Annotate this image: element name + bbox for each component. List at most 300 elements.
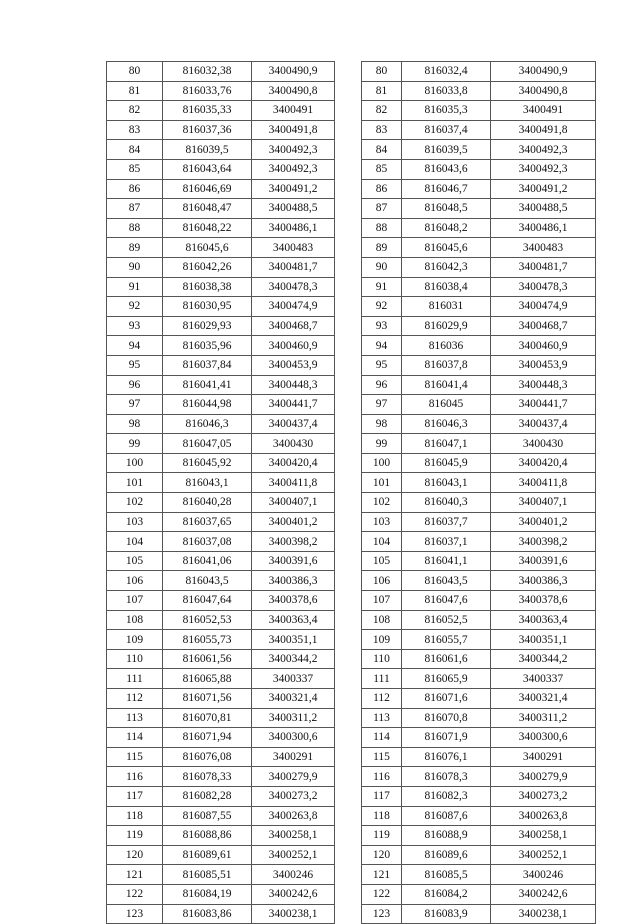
point-number-cell-right: 100 (362, 453, 402, 473)
x-coordinate-cell: 816071,56 (163, 689, 252, 709)
x-coordinate-cell: 816045,92 (163, 453, 252, 473)
table-row (107, 826, 596, 846)
table-row (107, 610, 596, 630)
x-coordinate-rounded-cell: 816033,8 (402, 81, 491, 101)
column-gap (335, 747, 362, 767)
x-coordinate-cell: 816087,55 (163, 806, 252, 826)
y-coordinate-rounded-cell: 3400407,1 (491, 493, 596, 513)
table-row (107, 375, 596, 395)
point-number-cell: 117 (107, 786, 163, 806)
x-coordinate-cell: 816084,19 (163, 884, 252, 904)
y-coordinate-cell: 3400344,2 (252, 649, 335, 669)
point-number-cell: 118 (107, 806, 163, 826)
y-coordinate-rounded-cell: 3400252,1 (491, 845, 596, 865)
x-coordinate-rounded-cell: 816071,6 (402, 689, 491, 709)
y-coordinate-cell: 3400300,6 (252, 728, 335, 748)
coordinates-table (106, 61, 596, 924)
y-coordinate-cell: 3400453,9 (252, 355, 335, 375)
x-coordinate-cell: 816033,76 (163, 81, 252, 101)
point-number-cell-right: 96 (362, 375, 402, 395)
y-coordinate-rounded-cell: 3400486,1 (491, 218, 596, 238)
x-coordinate-cell: 816043,64 (163, 159, 252, 179)
point-number-cell-right: 87 (362, 199, 402, 219)
y-coordinate-cell: 3400351,1 (252, 630, 335, 650)
point-number-cell: 80 (107, 62, 163, 82)
table-row (107, 179, 596, 199)
table-row (107, 512, 596, 532)
y-coordinate-rounded-cell: 3400321,4 (491, 689, 596, 709)
x-coordinate-rounded-cell: 816046,3 (402, 414, 491, 434)
x-coordinate-rounded-cell: 816088,9 (402, 826, 491, 846)
y-coordinate-rounded-cell: 3400351,1 (491, 630, 596, 650)
y-coordinate-rounded-cell: 3400492,3 (491, 159, 596, 179)
x-coordinate-rounded-cell: 816036 (402, 336, 491, 356)
point-number-cell: 115 (107, 747, 163, 767)
point-number-cell-right: 94 (362, 336, 402, 356)
y-coordinate-cell: 3400491 (252, 101, 335, 121)
x-coordinate-rounded-cell: 816035,3 (402, 101, 491, 121)
x-coordinate-cell: 816043,1 (163, 473, 252, 493)
point-number-cell: 123 (107, 904, 163, 924)
point-number-cell: 88 (107, 218, 163, 238)
x-coordinate-rounded-cell: 816037,4 (402, 120, 491, 140)
point-number-cell-right: 97 (362, 395, 402, 415)
table-row (107, 434, 596, 454)
point-number-cell: 90 (107, 257, 163, 277)
x-coordinate-cell: 816046,3 (163, 414, 252, 434)
x-coordinate-rounded-cell: 816089,6 (402, 845, 491, 865)
x-coordinate-cell: 816048,47 (163, 199, 252, 219)
x-coordinate-cell: 816078,33 (163, 767, 252, 787)
table-row (107, 884, 596, 904)
point-number-cell-right: 116 (362, 767, 402, 787)
point-number-cell: 116 (107, 767, 163, 787)
column-gap (335, 336, 362, 356)
column-gap (335, 179, 362, 199)
y-coordinate-rounded-cell: 3400490,8 (491, 81, 596, 101)
point-number-cell: 82 (107, 101, 163, 121)
x-coordinate-rounded-cell: 816061,6 (402, 649, 491, 669)
table-row (107, 689, 596, 709)
point-number-cell: 95 (107, 355, 163, 375)
y-coordinate-rounded-cell: 3400300,6 (491, 728, 596, 748)
y-coordinate-cell: 3400483 (252, 238, 335, 258)
x-coordinate-rounded-cell: 816055,7 (402, 630, 491, 650)
x-coordinate-cell: 816065,88 (163, 669, 252, 689)
point-number-cell: 103 (107, 512, 163, 532)
table-row (107, 336, 596, 356)
x-coordinate-rounded-cell: 816037,7 (402, 512, 491, 532)
table-row (107, 806, 596, 826)
column-gap (335, 238, 362, 258)
x-coordinate-rounded-cell: 816046,7 (402, 179, 491, 199)
x-coordinate-rounded-cell: 816087,6 (402, 806, 491, 826)
y-coordinate-cell: 3400430 (252, 434, 335, 454)
x-coordinate-rounded-cell: 816045,6 (402, 238, 491, 258)
y-coordinate-cell: 3400492,3 (252, 140, 335, 160)
point-number-cell: 101 (107, 473, 163, 493)
point-number-cell: 92 (107, 297, 163, 317)
column-gap (335, 140, 362, 160)
y-coordinate-cell: 3400401,2 (252, 512, 335, 532)
y-coordinate-rounded-cell: 3400279,9 (491, 767, 596, 787)
table-row (107, 591, 596, 611)
table-row (107, 62, 596, 82)
table-row (107, 297, 596, 317)
x-coordinate-rounded-cell: 816029,9 (402, 316, 491, 336)
x-coordinate-rounded-cell: 816078,3 (402, 767, 491, 787)
x-coordinate-cell: 816071,94 (163, 728, 252, 748)
point-number-cell-right: 88 (362, 218, 402, 238)
table-row (107, 708, 596, 728)
table-row (107, 473, 596, 493)
point-number-cell: 121 (107, 865, 163, 885)
table-row (107, 395, 596, 415)
table-row (107, 414, 596, 434)
point-number-cell: 120 (107, 845, 163, 865)
x-coordinate-rounded-cell: 816065,9 (402, 669, 491, 689)
y-coordinate-rounded-cell: 3400430 (491, 434, 596, 454)
point-number-cell: 89 (107, 238, 163, 258)
y-coordinate-rounded-cell: 3400483 (491, 238, 596, 258)
table-row (107, 532, 596, 552)
point-number-cell-right: 110 (362, 649, 402, 669)
column-gap (335, 101, 362, 121)
x-coordinate-cell: 816076,08 (163, 747, 252, 767)
column-gap (335, 826, 362, 846)
column-gap (335, 218, 362, 238)
column-gap (335, 512, 362, 532)
y-coordinate-rounded-cell: 3400363,4 (491, 610, 596, 630)
x-coordinate-cell: 816043,5 (163, 571, 252, 591)
x-coordinate-cell: 816035,96 (163, 336, 252, 356)
y-coordinate-cell: 3400311,2 (252, 708, 335, 728)
y-coordinate-rounded-cell: 3400420,4 (491, 453, 596, 473)
column-gap (335, 453, 362, 473)
y-coordinate-rounded-cell: 3400468,7 (491, 316, 596, 336)
point-number-cell-right: 117 (362, 786, 402, 806)
column-gap (335, 532, 362, 552)
y-coordinate-cell: 3400391,6 (252, 551, 335, 571)
x-coordinate-rounded-cell: 816043,5 (402, 571, 491, 591)
point-number-cell: 112 (107, 689, 163, 709)
column-gap (335, 355, 362, 375)
y-coordinate-rounded-cell: 3400378,6 (491, 591, 596, 611)
column-gap (335, 708, 362, 728)
y-coordinate-cell: 3400407,1 (252, 493, 335, 513)
y-coordinate-cell: 3400460,9 (252, 336, 335, 356)
x-coordinate-rounded-cell: 816031 (402, 297, 491, 317)
column-gap (335, 571, 362, 591)
point-number-cell: 97 (107, 395, 163, 415)
y-coordinate-cell: 3400481,7 (252, 257, 335, 277)
x-coordinate-rounded-cell: 816042,3 (402, 257, 491, 277)
point-number-cell-right: 115 (362, 747, 402, 767)
point-number-cell-right: 108 (362, 610, 402, 630)
column-gap (335, 257, 362, 277)
y-coordinate-cell: 3400321,4 (252, 689, 335, 709)
y-coordinate-cell: 3400291 (252, 747, 335, 767)
y-coordinate-rounded-cell: 3400337 (491, 669, 596, 689)
point-number-cell: 87 (107, 199, 163, 219)
point-number-cell-right: 104 (362, 532, 402, 552)
point-number-cell: 122 (107, 884, 163, 904)
y-coordinate-rounded-cell: 3400491,2 (491, 179, 596, 199)
y-coordinate-cell: 3400491,8 (252, 120, 335, 140)
column-gap (335, 806, 362, 826)
point-number-cell: 96 (107, 375, 163, 395)
y-coordinate-cell: 3400492,3 (252, 159, 335, 179)
y-coordinate-rounded-cell: 3400453,9 (491, 355, 596, 375)
x-coordinate-cell: 816048,22 (163, 218, 252, 238)
point-number-cell-right: 95 (362, 355, 402, 375)
point-number-cell: 104 (107, 532, 163, 552)
column-gap (335, 493, 362, 513)
x-coordinate-rounded-cell: 816085,5 (402, 865, 491, 885)
point-number-cell-right: 83 (362, 120, 402, 140)
table-row (107, 316, 596, 336)
y-coordinate-rounded-cell: 3400311,2 (491, 708, 596, 728)
y-coordinate-rounded-cell: 3400242,6 (491, 884, 596, 904)
x-coordinate-rounded-cell: 816043,1 (402, 473, 491, 493)
table-row (107, 493, 596, 513)
point-number-cell-right: 103 (362, 512, 402, 532)
column-gap (335, 414, 362, 434)
point-number-cell-right: 89 (362, 238, 402, 258)
point-number-cell-right: 109 (362, 630, 402, 650)
column-gap (335, 767, 362, 787)
point-number-cell-right: 102 (362, 493, 402, 513)
y-coordinate-rounded-cell: 3400246 (491, 865, 596, 885)
x-coordinate-rounded-cell: 816032,4 (402, 62, 491, 82)
coordinates-table-body (107, 62, 596, 924)
x-coordinate-cell: 816088,86 (163, 826, 252, 846)
point-number-cell-right: 113 (362, 708, 402, 728)
point-number-cell: 110 (107, 649, 163, 669)
y-coordinate-cell: 3400378,6 (252, 591, 335, 611)
table-row (107, 551, 596, 571)
point-number-cell: 105 (107, 551, 163, 571)
y-coordinate-rounded-cell: 3400391,6 (491, 551, 596, 571)
point-number-cell: 100 (107, 453, 163, 473)
x-coordinate-cell: 816089,61 (163, 845, 252, 865)
x-coordinate-rounded-cell: 816040,3 (402, 493, 491, 513)
x-coordinate-rounded-cell: 816045 (402, 395, 491, 415)
table-row (107, 571, 596, 591)
x-coordinate-rounded-cell: 816052,5 (402, 610, 491, 630)
y-coordinate-cell: 3400491,2 (252, 179, 335, 199)
point-number-cell: 93 (107, 316, 163, 336)
y-coordinate-cell: 3400448,3 (252, 375, 335, 395)
point-number-cell-right: 98 (362, 414, 402, 434)
x-coordinate-rounded-cell: 816047,1 (402, 434, 491, 454)
table-row (107, 845, 596, 865)
column-gap (335, 904, 362, 924)
x-coordinate-rounded-cell: 816045,9 (402, 453, 491, 473)
y-coordinate-rounded-cell: 3400291 (491, 747, 596, 767)
point-number-cell: 113 (107, 708, 163, 728)
y-coordinate-cell: 3400386,3 (252, 571, 335, 591)
x-coordinate-cell: 816029,93 (163, 316, 252, 336)
point-number-cell: 106 (107, 571, 163, 591)
table-row (107, 904, 596, 924)
x-coordinate-cell: 816041,06 (163, 551, 252, 571)
table-row (107, 355, 596, 375)
table-row (107, 767, 596, 787)
y-coordinate-rounded-cell: 3400258,1 (491, 826, 596, 846)
x-coordinate-cell: 816037,84 (163, 355, 252, 375)
y-coordinate-rounded-cell: 3400263,8 (491, 806, 596, 826)
y-coordinate-cell: 3400252,1 (252, 845, 335, 865)
column-gap (335, 845, 362, 865)
table-row (107, 865, 596, 885)
y-coordinate-rounded-cell: 3400491 (491, 101, 596, 121)
point-number-cell: 83 (107, 120, 163, 140)
table-row (107, 81, 596, 101)
point-number-cell-right: 81 (362, 81, 402, 101)
table-row (107, 453, 596, 473)
point-number-cell: 84 (107, 140, 163, 160)
table-row (107, 669, 596, 689)
x-coordinate-rounded-cell: 816076,1 (402, 747, 491, 767)
y-coordinate-rounded-cell: 3400481,7 (491, 257, 596, 277)
table-row (107, 786, 596, 806)
y-coordinate-rounded-cell: 3400411,8 (491, 473, 596, 493)
column-gap (335, 159, 362, 179)
column-gap (335, 610, 362, 630)
y-coordinate-cell: 3400411,8 (252, 473, 335, 493)
table-row (107, 630, 596, 650)
x-coordinate-cell: 816044,98 (163, 395, 252, 415)
column-gap (335, 62, 362, 82)
x-coordinate-rounded-cell: 816048,5 (402, 199, 491, 219)
y-coordinate-cell: 3400490,8 (252, 81, 335, 101)
column-gap (335, 395, 362, 415)
x-coordinate-cell: 816046,69 (163, 179, 252, 199)
y-coordinate-rounded-cell: 3400491,8 (491, 120, 596, 140)
point-number-cell-right: 93 (362, 316, 402, 336)
y-coordinate-cell: 3400273,2 (252, 786, 335, 806)
x-coordinate-rounded-cell: 816047,6 (402, 591, 491, 611)
x-coordinate-cell: 816061,56 (163, 649, 252, 669)
point-number-cell-right: 80 (362, 62, 402, 82)
column-gap (335, 865, 362, 885)
x-coordinate-cell: 816038,38 (163, 277, 252, 297)
y-coordinate-rounded-cell: 3400386,3 (491, 571, 596, 591)
x-coordinate-rounded-cell: 816041,4 (402, 375, 491, 395)
point-number-cell-right: 84 (362, 140, 402, 160)
table-row (107, 277, 596, 297)
column-gap (335, 728, 362, 748)
x-coordinate-cell: 816045,6 (163, 238, 252, 258)
x-coordinate-rounded-cell: 816070,8 (402, 708, 491, 728)
point-number-cell: 111 (107, 669, 163, 689)
y-coordinate-cell: 3400398,2 (252, 532, 335, 552)
y-coordinate-cell: 3400246 (252, 865, 335, 885)
point-number-cell: 94 (107, 336, 163, 356)
point-number-cell-right: 121 (362, 865, 402, 885)
y-coordinate-rounded-cell: 3400492,3 (491, 140, 596, 160)
y-coordinate-cell: 3400441,7 (252, 395, 335, 415)
x-coordinate-cell: 816042,26 (163, 257, 252, 277)
y-coordinate-cell: 3400420,4 (252, 453, 335, 473)
y-coordinate-cell: 3400437,4 (252, 414, 335, 434)
x-coordinate-rounded-cell: 816071,9 (402, 728, 491, 748)
y-coordinate-rounded-cell: 3400437,4 (491, 414, 596, 434)
column-gap (335, 375, 362, 395)
column-gap (335, 81, 362, 101)
column-gap (335, 277, 362, 297)
y-coordinate-rounded-cell: 3400273,2 (491, 786, 596, 806)
table-row (107, 747, 596, 767)
x-coordinate-cell: 816085,51 (163, 865, 252, 885)
x-coordinate-cell: 816052,53 (163, 610, 252, 630)
point-number-cell: 98 (107, 414, 163, 434)
point-number-cell-right: 111 (362, 669, 402, 689)
point-number-cell: 99 (107, 434, 163, 454)
x-coordinate-cell: 816037,36 (163, 120, 252, 140)
x-coordinate-rounded-cell: 816082,3 (402, 786, 491, 806)
point-number-cell-right: 91 (362, 277, 402, 297)
point-number-cell-right: 120 (362, 845, 402, 865)
x-coordinate-rounded-cell: 816037,1 (402, 532, 491, 552)
y-coordinate-cell: 3400279,9 (252, 767, 335, 787)
y-coordinate-cell: 3400263,8 (252, 806, 335, 826)
table-row (107, 120, 596, 140)
y-coordinate-rounded-cell: 3400238,1 (491, 904, 596, 924)
y-coordinate-rounded-cell: 3400488,5 (491, 199, 596, 219)
table-row (107, 649, 596, 669)
x-coordinate-cell: 816055,73 (163, 630, 252, 650)
x-coordinate-cell: 816070,81 (163, 708, 252, 728)
x-coordinate-rounded-cell: 816084,2 (402, 884, 491, 904)
point-number-cell: 85 (107, 159, 163, 179)
x-coordinate-cell: 816035,33 (163, 101, 252, 121)
table-row (107, 257, 596, 277)
point-number-cell: 119 (107, 826, 163, 846)
x-coordinate-cell: 816032,38 (163, 62, 252, 82)
y-coordinate-rounded-cell: 3400401,2 (491, 512, 596, 532)
y-coordinate-cell: 3400238,1 (252, 904, 335, 924)
y-coordinate-rounded-cell: 3400344,2 (491, 649, 596, 669)
table-row (107, 728, 596, 748)
y-coordinate-cell: 3400242,6 (252, 884, 335, 904)
point-number-cell-right: 123 (362, 904, 402, 924)
column-gap (335, 630, 362, 650)
x-coordinate-cell: 816030,95 (163, 297, 252, 317)
y-coordinate-rounded-cell: 3400460,9 (491, 336, 596, 356)
point-number-cell: 114 (107, 728, 163, 748)
point-number-cell-right: 106 (362, 571, 402, 591)
y-coordinate-rounded-cell: 3400448,3 (491, 375, 596, 395)
point-number-cell: 109 (107, 630, 163, 650)
point-number-cell-right: 99 (362, 434, 402, 454)
table-row (107, 101, 596, 121)
point-number-cell: 108 (107, 610, 163, 630)
point-number-cell-right: 92 (362, 297, 402, 317)
point-number-cell-right: 90 (362, 257, 402, 277)
point-number-cell-right: 101 (362, 473, 402, 493)
x-coordinate-cell: 816041,41 (163, 375, 252, 395)
x-coordinate-rounded-cell: 816043,6 (402, 159, 491, 179)
x-coordinate-cell: 816040,28 (163, 493, 252, 513)
point-number-cell: 81 (107, 81, 163, 101)
x-coordinate-cell: 816039,5 (163, 140, 252, 160)
column-gap (335, 551, 362, 571)
table-row (107, 159, 596, 179)
column-gap (335, 884, 362, 904)
point-number-cell-right: 107 (362, 591, 402, 611)
